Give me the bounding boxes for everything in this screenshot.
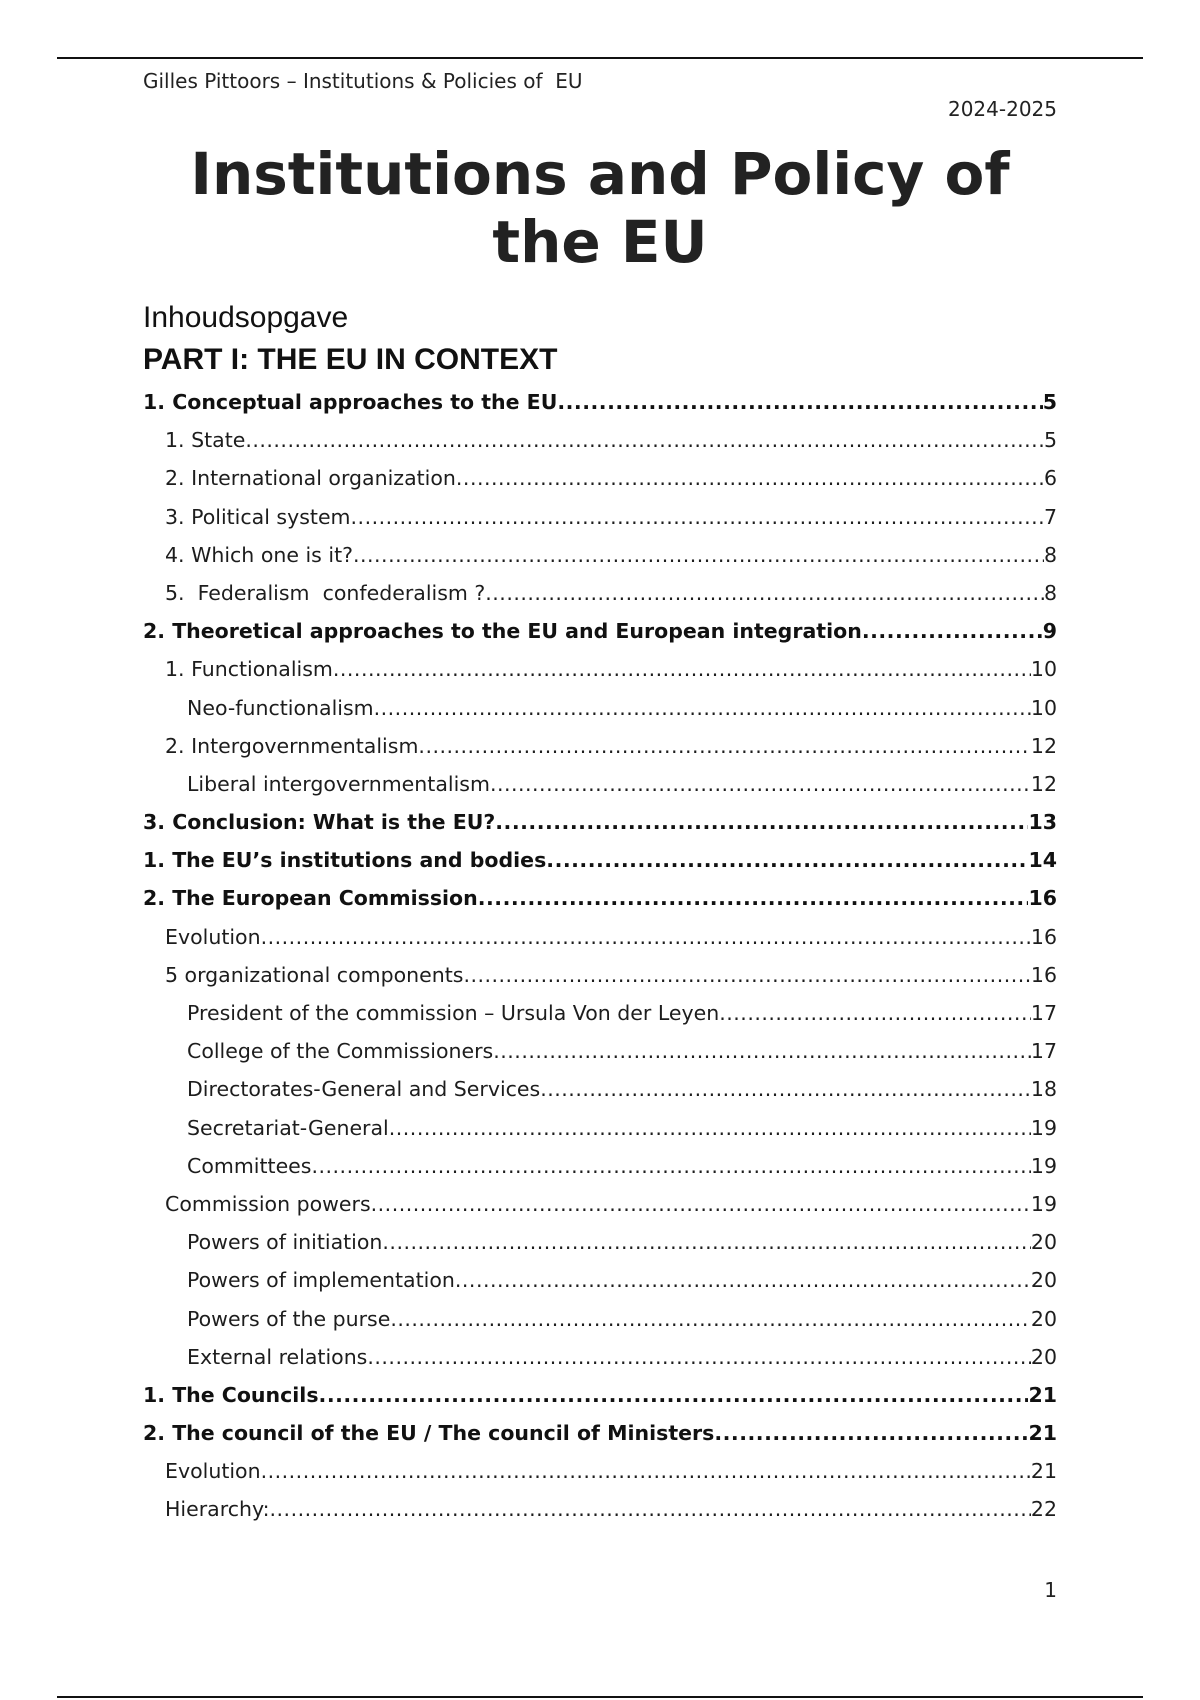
toc-entry[interactable] (143, 657, 1057, 695)
toc-leader-dots (495, 810, 1028, 834)
toc-leader-dots (862, 619, 1043, 643)
toc-leader-dots (478, 886, 1029, 910)
toc-entry-page: 19 (1030, 1153, 1057, 1178)
toc-entry-label: Powers of implementation (187, 1268, 455, 1293)
toc-entry-label: Commission powers (165, 1191, 371, 1216)
toc-entry-label: 1. State (165, 428, 246, 453)
toc-entry-label: 4. Which one is it? (165, 542, 353, 567)
toc-leader-dots (493, 1039, 1031, 1063)
toc-entry-label: Neo-functionalism (187, 695, 374, 720)
toc-entry-page: 12 (1030, 771, 1057, 796)
toc-entry[interactable] (143, 1383, 1057, 1421)
toc-leader-dots (389, 1116, 1031, 1140)
toc-entry-label: 2. International organization (165, 466, 456, 491)
toc-entry-label: President of the commission – Ursula Von der Leyen (187, 1001, 720, 1025)
toc-entry-label: Liberal intergovernmentalism (187, 771, 490, 796)
toc-entry-label: 1. The EU’s institutions and bodies (143, 848, 547, 873)
toc-entry[interactable] (143, 1192, 1057, 1230)
toc-entry-label: 3. Conclusion: What is the EU? (143, 810, 496, 835)
toc-leader-dots (374, 696, 1031, 720)
toc-entry-page: 22 (1030, 1497, 1057, 1522)
toc-entry[interactable] (143, 428, 1057, 466)
toc-leader-dots (490, 772, 1031, 796)
table-of-contents (143, 390, 1057, 1536)
toc-entry[interactable] (143, 619, 1057, 657)
toc-leader-dots (463, 963, 1030, 987)
toc-leader-dots (351, 505, 1044, 529)
toc-entry-page: 19 (1030, 1191, 1057, 1216)
header-rule (57, 57, 1143, 59)
toc-leader-dots (546, 848, 1028, 872)
toc-leader-dots (418, 734, 1030, 758)
toc-entry[interactable] (143, 1345, 1057, 1383)
toc-entry-page: 16 (1028, 886, 1057, 911)
toc-entry[interactable] (143, 466, 1057, 504)
toc-leader-dots (367, 1345, 1031, 1369)
toc-leader-dots (270, 1497, 1031, 1521)
toc-entry-page: 14 (1028, 848, 1057, 873)
toc-leader-dots (382, 1230, 1031, 1254)
toc-entry[interactable] (143, 543, 1057, 581)
toc-entry[interactable] (143, 963, 1057, 1001)
toc-entry-page: 13 (1028, 810, 1057, 835)
toc-entry[interactable] (143, 734, 1057, 772)
toc-entry[interactable] (143, 1497, 1057, 1535)
toc-entry-page: 16 (1030, 924, 1057, 949)
toc-entry-label: Committees (187, 1153, 312, 1178)
toc-leader-dots (245, 428, 1044, 452)
toc-entry-page: 20 (1030, 1230, 1057, 1255)
toc-entry-page: 8 (1043, 580, 1057, 605)
part-heading: PART I: THE EU IN CONTEXT (143, 343, 558, 376)
footer-rule (57, 1696, 1143, 1698)
toc-entry-page: 8 (1043, 542, 1057, 567)
toc-entry-page: 17 (1030, 1039, 1057, 1064)
toc-leader-dots (456, 466, 1044, 490)
toc-entry-page: 21 (1030, 1459, 1057, 1484)
toc-entry-label: 5. Federalism confederalism ? (165, 580, 486, 605)
running-header-year: 2024-2025 (947, 97, 1057, 121)
toc-entry-label: College of the Commissioners (187, 1039, 494, 1064)
toc-entry-label: Secretariat-General (187, 1115, 389, 1140)
page-number: 1 (1044, 1578, 1057, 1602)
toc-entry-page: 5 (1042, 390, 1057, 414)
toc-entry-page: 7 (1043, 504, 1057, 529)
toc-entry[interactable] (143, 505, 1057, 543)
toc-entry[interactable] (143, 772, 1057, 810)
toc-leader-dots (714, 1421, 1028, 1445)
toc-entry[interactable] (143, 1077, 1057, 1115)
toc-entry-label: Powers of initiation (187, 1230, 383, 1255)
toc-heading: Inhoudsopgave (143, 301, 349, 334)
toc-entry-page: 6 (1043, 466, 1057, 491)
toc-entry-label: 2. The European Commission (143, 886, 478, 911)
toc-entry[interactable] (143, 886, 1057, 924)
toc-entry-page: 21 (1028, 1421, 1057, 1446)
toc-entry[interactable] (143, 1268, 1057, 1306)
toc-entry[interactable] (143, 1230, 1057, 1268)
toc-leader-dots (540, 1077, 1031, 1101)
toc-leader-dots (261, 1459, 1031, 1483)
toc-entry-page: 9 (1042, 619, 1057, 644)
toc-leader-dots (719, 1001, 1031, 1025)
toc-entry[interactable] (143, 1459, 1057, 1497)
toc-entry[interactable] (143, 1001, 1057, 1039)
toc-leader-dots (261, 925, 1031, 949)
toc-entry[interactable] (143, 696, 1057, 734)
document-title (143, 140, 1057, 276)
toc-entry-page: 10 (1030, 657, 1057, 682)
toc-entry-page: 20 (1030, 1344, 1057, 1369)
toc-entry-label: Hierarchy: (165, 1497, 270, 1522)
toc-leader-dots (371, 1192, 1031, 1216)
toc-entry[interactable] (143, 925, 1057, 963)
toc-entry-label: 2. Theoretical approaches to the EU and European integration (143, 619, 862, 644)
toc-entry-label: Evolution (165, 924, 261, 949)
toc-entry-page: 12 (1030, 733, 1057, 758)
toc-entry[interactable] (143, 1116, 1057, 1154)
toc-entry-label: Directorates-General and Services (187, 1077, 541, 1102)
toc-entry-label: 1. The Councils (143, 1382, 319, 1407)
toc-entry-label: 1. Functionalism (165, 657, 333, 682)
toc-leader-dots (485, 581, 1044, 605)
toc-entry[interactable] (143, 1039, 1057, 1077)
toc-entry-page: 20 (1030, 1268, 1057, 1293)
toc-entry-label: 2. Intergovernmentalism (165, 733, 419, 758)
toc-entry-label: 1. Conceptual approaches to the EU (143, 390, 558, 414)
toc-leader-dots (311, 1154, 1030, 1178)
toc-entry-label: External relations (187, 1344, 368, 1369)
toc-entry[interactable] (143, 1307, 1057, 1345)
toc-entry[interactable] (143, 1154, 1057, 1192)
toc-entry-label: Powers of the purse (187, 1306, 391, 1331)
toc-leader-dots (353, 543, 1044, 567)
toc-entry-page: 19 (1030, 1115, 1057, 1140)
toc-leader-dots (557, 390, 1042, 414)
toc-entry-page: 21 (1028, 1382, 1057, 1407)
toc-leader-dots (319, 1383, 1029, 1407)
toc-entry-page: 5 (1043, 428, 1057, 453)
toc-entry-label: Evolution (165, 1459, 261, 1484)
toc-entry[interactable] (143, 848, 1057, 886)
toc-entry-page: 16 (1030, 962, 1057, 987)
toc-leader-dots (333, 657, 1031, 681)
toc-leader-dots (455, 1268, 1031, 1292)
toc-entry-page: 10 (1030, 695, 1057, 720)
toc-entry-page: 17 (1030, 1001, 1057, 1025)
toc-entry-label: 2. The council of the EU / The council of Ministers (143, 1421, 715, 1446)
toc-leader-dots (390, 1307, 1031, 1331)
toc-entry[interactable] (143, 810, 1057, 848)
toc-entry-label: 3. Political system (165, 504, 351, 529)
toc-entry-page: 20 (1030, 1306, 1057, 1331)
toc-entry[interactable] (143, 1421, 1057, 1459)
toc-entry-label: 5 organizational components (165, 962, 464, 987)
toc-entry-page: 18 (1030, 1077, 1057, 1102)
toc-entry[interactable] (143, 581, 1057, 619)
document-title-line-2: the EU (492, 208, 708, 276)
running-header-author: Gilles Pittoors – Institutions & Policies of EU (143, 69, 583, 93)
document-title-line-1: Institutions and Policy of (190, 140, 1010, 208)
toc-entry[interactable] (143, 390, 1057, 428)
